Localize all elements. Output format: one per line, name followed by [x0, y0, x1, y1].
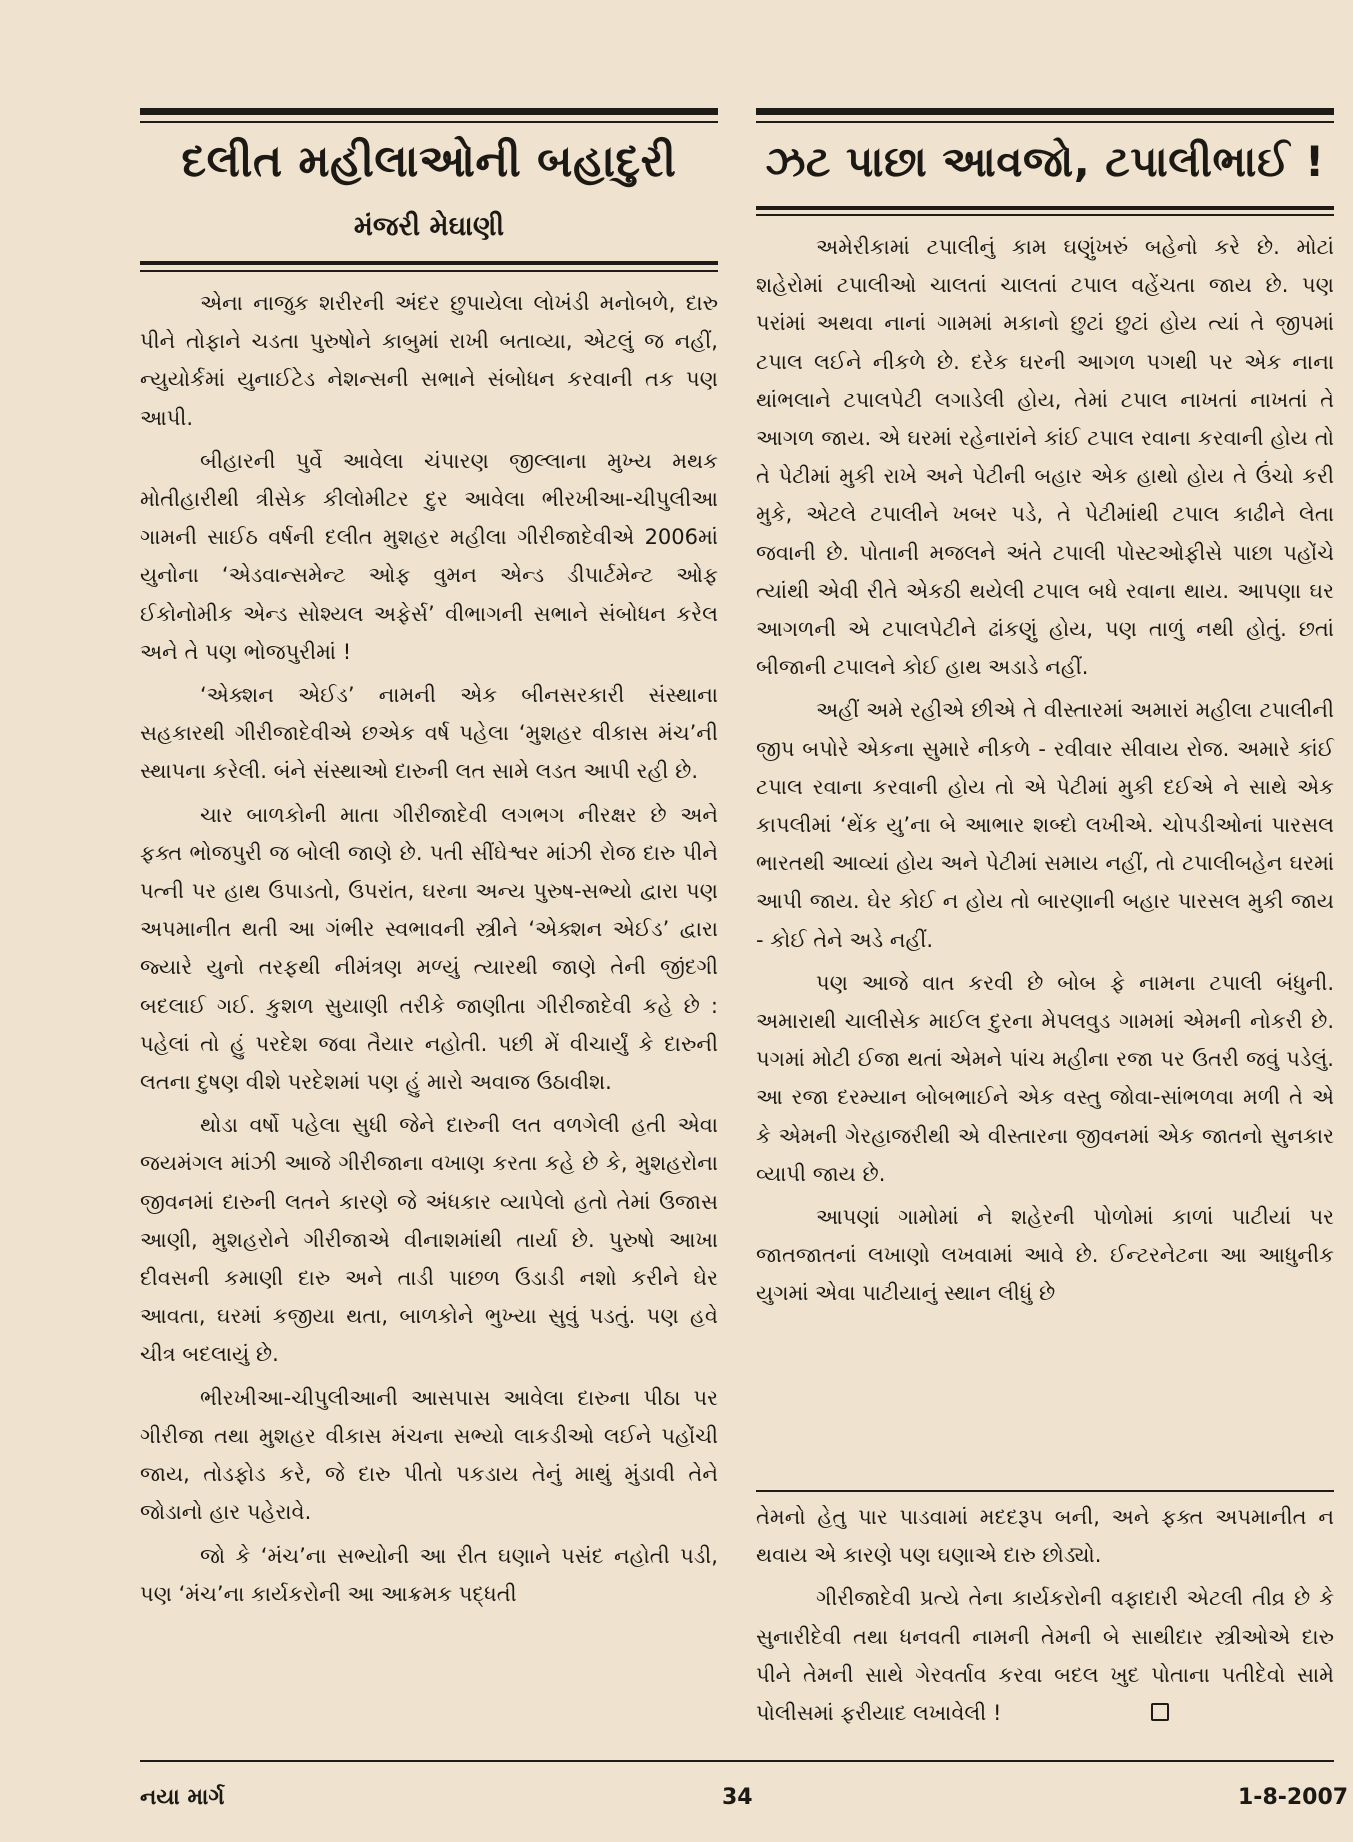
paragraph: થોડા વર્ષો પહેલા સુધી જેને દારુની લત વળગેલી હતી એવા જયમંગલ માંઝી આજે ગીરીજાના વખાણ કરતા કહે છે કે, મુશહરોના જીવનમાં દારુની લતને કારણે જે અંધકાર વ્યાપેલો હતો તેમાં ઉજાસ આણી, મુશહરોને ગીરીજાએ વીનાશમાંથી તાર્યા છે. પુરુષો આખા દીવસની કમાણી દારુ અને તાડી પાછળ ઉડાડી નશો કરીને ઘેર આવતા, ઘરમાં કજીયા થતા, બાળકોને ભુખ્યા સુવું પડતું. પણ હવે ચીત્ર બદલાયું છે.	[140, 1113, 718, 1367]
paragraph: ચાર બાળકોની માતા ગીરીજાદેવી લગભગ નીરક્ષર છે અને ફક્ત ભોજપુરી જ બોલી જાણે છે. પતી સીંઘેશ્વર માંઝી રોજ દારુ પીને પત્ની પર હાથ ઉપાડતો, ઉપરાંત, ઘરના અન્ય પુરુષ-સભ્યો દ્વારા પણ અપમાનીત થતી આ ગંભીર સ્વભાવની સ્ત્રીને ‘એક્શન એઈડ’ દ્વારા જ્યારે યુનો તરફથી નીમંત્રણ મળ્યું ત્યારથી જાણે તેની જીંદગી બદલાઈ ગઈ. કુશળ સુયાણી તરીકે જાણીતા ગીરીજાદેવી કહે છે : પહેલાં તો હું પરદેશ જવા તૈયાર નહોતી. પછી મેં વીચાર્યું કે દારુની લતના દુષણ વીશે પરદેશમાં પણ હું મારો અવાજ ઉઠાવીશ.	[140, 802, 718, 1095]
left-title-rule-thin	[140, 270, 718, 272]
right-article-title: ઝટ પાછા આવજો, ટપાલીભાઈ !	[765, 137, 1325, 186]
footer-rule	[140, 1760, 1334, 1762]
paragraph: તેમનો હેતુ પાર પાડવામાં મદદરૂપ બની, અને ફક્ત અપમાનીત ન થવાય એ કારણે પણ ઘણાએ દારુ છોડ્યો.	[756, 1505, 1334, 1568]
left-article-author: મંજરી મેઘાણી	[353, 211, 505, 242]
paragraph: બીહારની પુર્વે આવેલા ચંપારણ જીલ્લાના મુખ્ય મથક મોતીહારીથી ત્રીસેક કીલોમીટર દુર આવેલા ભીરખીઆ-ચીપુલીઆ ગામની સાઈઠ વર્ષની દલીત મુશહર મહીલા ગીરીજાદેવીએ 2006માં યુનોના ‘એડવાન્સમેન્ટ ઓફ વુમન એન્ડ ડીપાર્ટમેન્ટ ઓફ ઈકોનોમીક એન્ડ સોશ્યલ અફેર્સ’ વીભાગની સભાને સંબોધન કરેલ અને તે પણ ભોજપુરીમાં !	[140, 448, 718, 664]
left-article-title: દલીત મહીલાઓની બહાદુરી	[181, 136, 677, 187]
right-article-body	[756, 228, 1334, 1318]
page-number: 34	[722, 1785, 753, 1810]
left-article-body	[140, 284, 718, 1618]
publication-name: નયા માર્ગ	[140, 1785, 225, 1810]
right-title-rule-thin	[756, 214, 1334, 216]
right-title-rule	[756, 206, 1334, 210]
left-top-rule-thin	[140, 121, 718, 123]
paragraph: એના નાજુક શરીરની અંદર છુપાયેલા લોખંડી મનોબળે, દારુ પીને તોફાને ચડતા પુરુષોને કાબુમાં રાખી બતાવ્યા, એટલું જ નહીં, ન્યુયોર્કમાં યુનાઈટેડ નેશન્સની સભાને સંબોધન કરવાની તક પણ આપી.	[140, 291, 718, 430]
end-of-article-icon	[1151, 1703, 1169, 1721]
paragraph: ‘એક્શન એઈડ’ નામની એક બીનસરકારી સંસ્થાના સહકારથી ગીરીજાદેવીએ છએક વર્ષ પહેલા ‘મુશહર વીકાસ મંચ’ની સ્થાપના કરેલી. બંને સંસ્થાઓ દારુની લત સામે લડત આપી રહી છે.	[140, 683, 718, 784]
paragraph: અહીં અમે રહીએ છીએ તે વીસ્તારમાં અમારાં મહીલા ટપાલીની જીપ બપોરે એકના સુમારે નીકળે - રવીવાર સીવાય રોજ. અમારે કાંઈ ટપાલ રવાના કરવાની હોય તો એ પેટીમાં મુકી દઈએ ને સાથે એક કાપલીમાં ‘થેંક યુ’ના બે આભાર શબ્દો લખીએ. ચોપડીઓનાં પારસલ ભારતથી આવ્યાં હોય અને પેટીમાં સમાય નહીં, તો ટપાલીબહેન ઘરમાં આપી જાય. ઘેર કોઈ ન હોય તો બારણાની બહાર પારસલ મુકી જાય - કોઈ તેને અડે નહીં.	[756, 698, 1334, 952]
left-title-rule	[140, 261, 718, 265]
issue-date: 1-8-2007	[1238, 1785, 1349, 1810]
paragraph: અમેરીકામાં ટપાલીનું કામ ઘણુંખરું બહેનો કરે છે. મોટાં શહેરોમાં ટપાલીઓ ચાલતાં ચાલતાં ટપાલ વહેંચતા જાય છે. પણ પરાંમાં અથવા નાનાં ગામમાં મકાનો છુટાં છુટાં હોય ત્યાં તે જીપમાં ટપાલ લઈને નીકળે છે. દરેક ઘરની આગળ પગથી પર એક નાના થાંભલાને ટપાલપેટી લગાડેલી હોય, તેમાં ટપાલ નાખતાં નાખતાં તે આગળ જાય. એ ઘરમાં રહેનારાંને કાંઈ ટપાલ રવાના કરવાની હોય તો તે પેટીમાં મુકી રાખે અને પેટીની બહાર એક હાથો હોય તે ઉંચો કરી મુકે, એટલે ટપાલીને ખબર પડે, તે પેટીમાંથી ટપાલ કાઢીને લેતા જવાની છે. પોતાની મજલને અંતે ટપાલી પોસ્ટઓફીસે પાછા પહોંચે ત્યાંથી એવી રીતે એકઠી થયેલી ટપાલ બધે રવાના થાય. આપણા ઘર આગળની એ ટપાલપેટીને ઢાંકણું હોય, પણ તાળું નથી હોતું. છતાં બીજાની ટપાલને કોઈ હાથ અડાડે નહીં.	[756, 235, 1334, 680]
left-top-rule	[140, 108, 718, 115]
paragraph: ગીરીજાદેવી પ્રત્યે તેના કાર્યકરોની વફાદારી એટલી તીવ્ર છે કે સુનારીદેવી તથા ધનવતી નામની તેમની બે સાથીદાર સ્ત્રીઓએ દારુ પીને તેમની સાથે ગેરવર્તાવ કરવા બદલ ખુદ પોતાના પતીદેવો સામે પોલીસમાં ફરીયાદ લખાવેલી !	[756, 1586, 1334, 1726]
paragraph: આપણાં ગામોમાં ને શહેરની પોળોમાં કાળાં પાટીયાં પર જાતજાતનાં લખાણો લખવામાં આવે છે. ઈન્ટરનેટના આ આધુનીક યુગમાં એવા પાટીયાનું સ્થાન લીધું છે	[756, 1205, 1334, 1306]
right-top-rule	[756, 108, 1334, 115]
paragraph: ભીરખીઆ-ચીપુલીઆની આસપાસ આવેલા દારુના પીઠા પર ગીરીજા તથા મુશહર વીકાસ મંચના સભ્યો લાકડીઓ લઈને પહોંચી જાય, તોડફોડ કરે, જે દારુ પીતો પકડાય તેનું માથું મુંડાવી તેને જોડાનો હાર પહેરાવે.	[140, 1385, 718, 1525]
right-top-rule-thin	[756, 121, 1334, 123]
continuation-divider	[756, 1490, 1334, 1492]
paragraph: જો કે ‘મંચ’ના સભ્યોની આ રીત ઘણાને પસંદ નહોતી પડી, પણ ‘મંચ’ના કાર્યકરોની આ આક્રમક પદ્ધતી	[140, 1543, 718, 1606]
left-article-continuation	[756, 1498, 1334, 1737]
paragraph: પણ આજે વાત કરવી છે બોબ ફે નામના ટપાલી બંધુની. અમારાથી ચાલીસેક માઈલ દુરના મેપલવુડ ગામમાં એમની નોકરી છે. પગમાં મોટી ઈજા થતાં એમને પાંચ મહીના રજા પર ઉતરી જવું પડેલું. આ રજા દરમ્યાન બોબભાઈને એક વસ્તુ જોવા-સાંભળવા મળી તે એ કે એમની ગેરહાજરીથી એ વીસ્તારના જીવનમાં એક જાતનો સુનકાર વ્યાપી જાય છે.	[756, 970, 1334, 1186]
